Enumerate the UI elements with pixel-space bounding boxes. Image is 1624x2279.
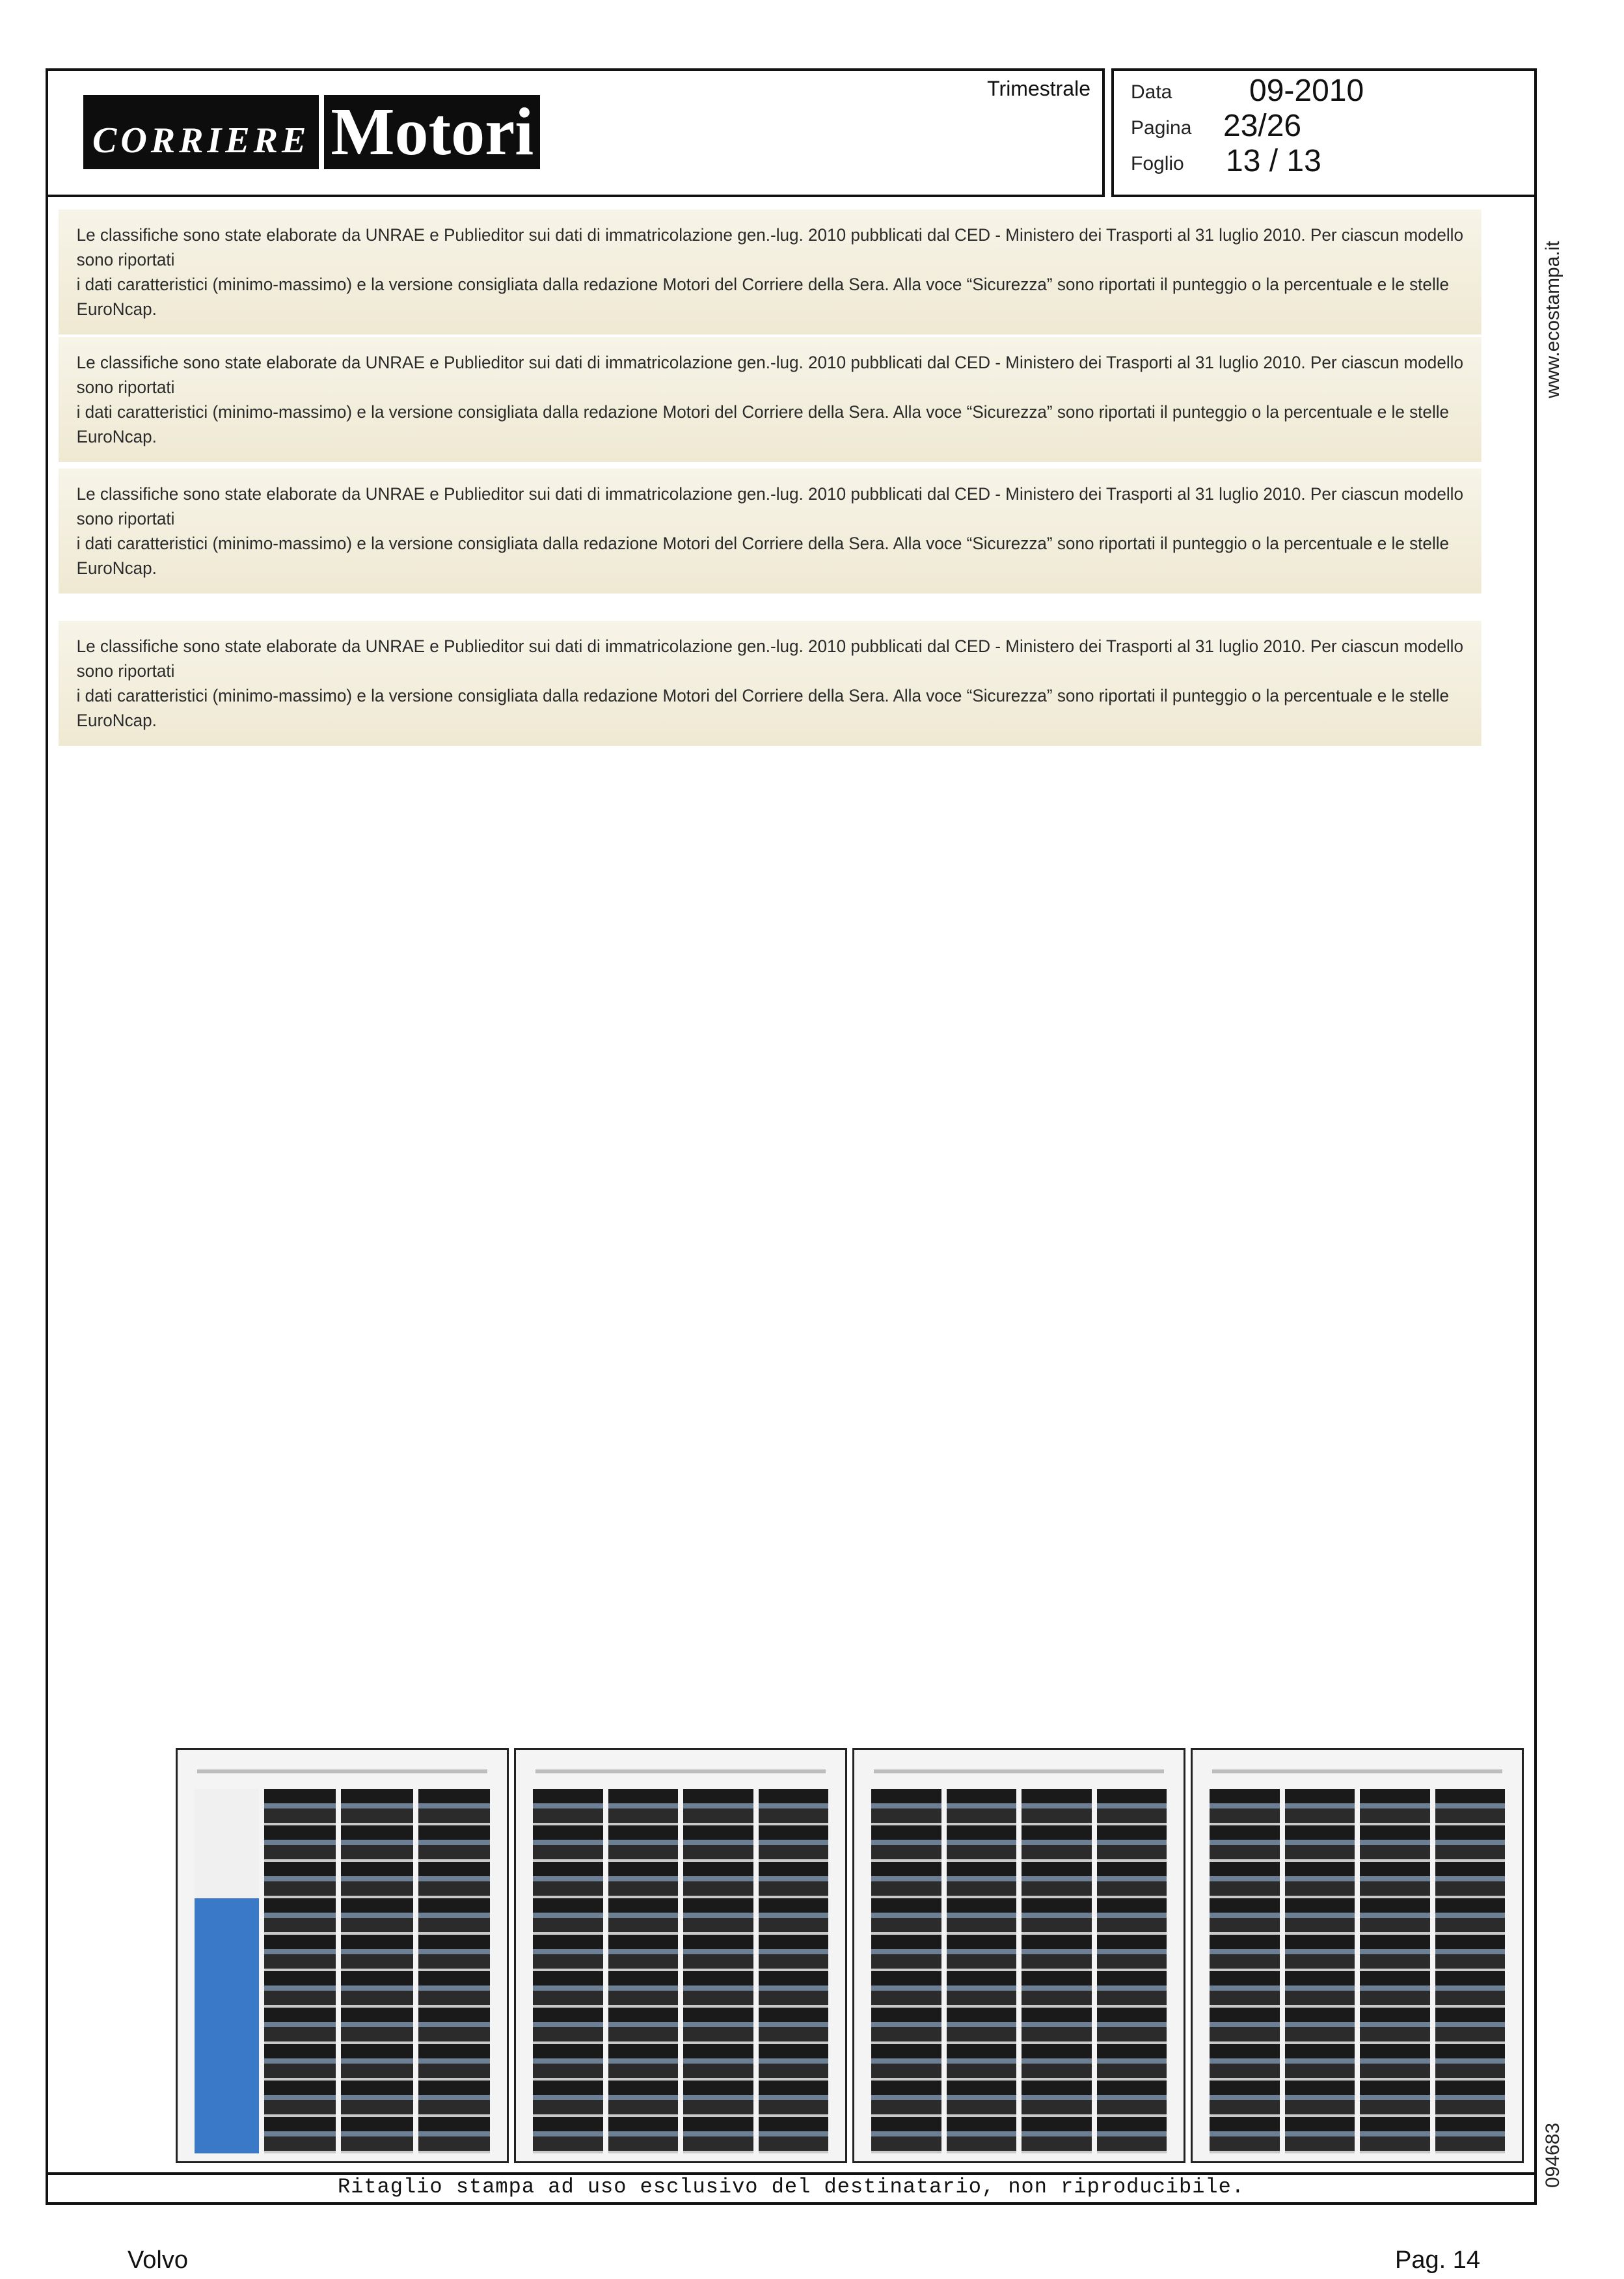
page-thumbnail-3	[852, 1748, 1185, 2163]
note-block-2	[59, 337, 1482, 462]
note-line: Le classifiche sono state elaborate da UNRAE e Publieditor sui dati di immatricolazione gen.-lug. 2010 pubblicati dal CED - Ministero dei Trasporti al 31 luglio 2010. Per ciascun modello sono riportati	[76, 484, 1463, 528]
masthead-logo	[83, 95, 540, 169]
footer-page-number: Pag. 14	[1395, 2246, 1480, 2274]
meta-value-pagina: 23/26	[1223, 109, 1302, 143]
meta-label: Data	[1131, 81, 1172, 103]
note-line: Le classifiche sono state elaborate da UNRAE e Publieditor sui dati di immatricolazione gen.-lug. 2010 pubblicati dal CED - Ministero dei Trasporti al 31 luglio 2010. Per ciascun modello sono riportati	[76, 636, 1463, 681]
clip-code: 094683	[1542, 2122, 1563, 2188]
meta-row-foglio	[1131, 153, 1184, 175]
footer-topic: Volvo	[128, 2246, 188, 2274]
logo-corriere: CORRIERE	[83, 95, 319, 169]
note-line: i dati caratteristici (minimo-massimo) e la versione consigliata dalla redazione Motori del Corriere della Sera. Alla voce “Sicurezza” sono riportati il punteggio o la percentuale e le stelle EuroNcap.	[76, 402, 1450, 446]
clip-disclaimer: Ritaglio stampa ad uso esclusivo del destinatario, non riproducibile.	[337, 2175, 1245, 2199]
meta-value-data: 09-2010	[1249, 74, 1364, 108]
note-block-4	[59, 621, 1482, 746]
code-vertical-label	[1542, 2115, 1581, 2193]
meta-value-foglio: 13 / 13	[1226, 144, 1321, 178]
periodicity-label: Trimestrale	[987, 77, 1090, 100]
page-thumbnail-1	[176, 1748, 509, 2163]
note-block-1	[59, 210, 1482, 334]
page-thumbnail-2	[514, 1748, 847, 2163]
note-line: Le classifiche sono state elaborate da UNRAE e Publieditor sui dati di immatricolazione gen.-lug. 2010 pubblicati dal CED - Ministero dei Trasporti al 31 luglio 2010. Per ciascun modello sono riportati	[76, 225, 1463, 269]
note-line: Le classifiche sono state elaborate da UNRAE e Publieditor sui dati di immatricolazione gen.-lug. 2010 pubblicati dal CED - Ministero dei Trasporti al 31 luglio 2010. Per ciascun modello sono riportati	[76, 353, 1463, 397]
meta-row-pagina	[1131, 117, 1191, 139]
note-block-3	[59, 469, 1482, 594]
meta-label: Pagina	[1131, 117, 1192, 139]
site-vertical-label	[1542, 215, 1581, 410]
logo-motori: Motori	[324, 95, 540, 169]
page-thumbnail-4	[1191, 1748, 1524, 2163]
note-line: i dati caratteristici (minimo-massimo) e la versione consigliata dalla redazione Motori del Corriere della Sera. Alla voce “Sicurezza” sono riportati il punteggio o la percentuale e le stelle EuroNcap.	[76, 686, 1450, 730]
note-line: i dati caratteristici (minimo-massimo) e la versione consigliata dalla redazione Motori del Corriere della Sera. Alla voce “Sicurezza” sono riportati il punteggio o la percentuale e le stelle EuroNcap.	[76, 275, 1450, 319]
meta-row-data	[1131, 81, 1172, 103]
meta-label: Foglio	[1131, 153, 1184, 174]
note-line: i dati caratteristici (minimo-massimo) e la versione consigliata dalla redazione Motori del Corriere della Sera. Alla voce “Sicurezza” sono riportati il punteggio o la percentuale e le stelle EuroNcap.	[76, 534, 1450, 578]
site-url: www.ecostampa.it	[1542, 241, 1563, 398]
